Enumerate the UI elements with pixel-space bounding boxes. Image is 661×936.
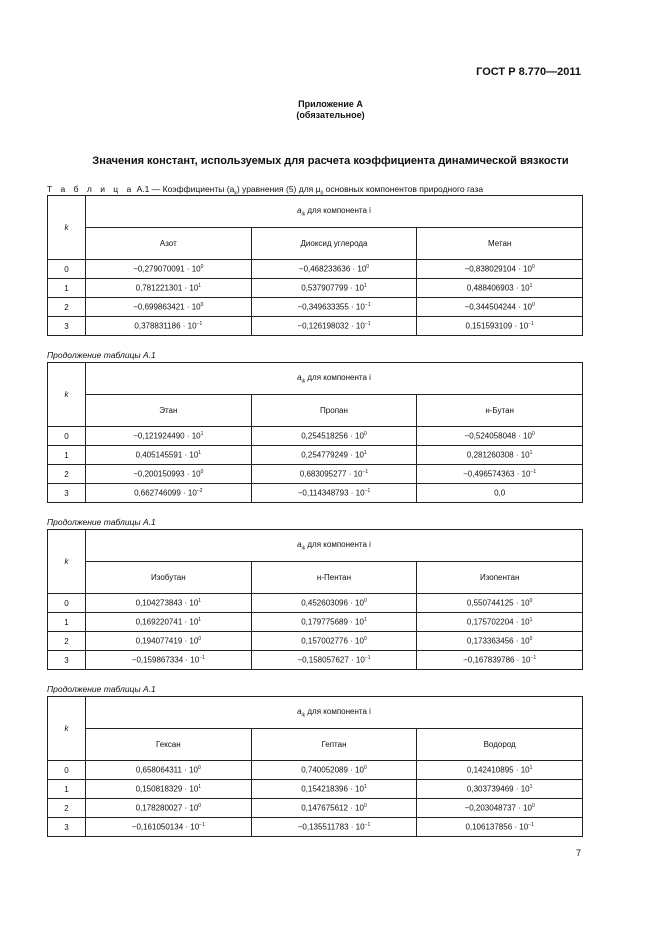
- coefficient-exponent: −1: [530, 469, 537, 476]
- coefficient-cell: [417, 427, 583, 446]
- coefficient-cell: [86, 818, 252, 837]
- table-caption-suffix: основных компонентов природного газа: [323, 184, 484, 194]
- coefficient-exponent: 1: [198, 283, 202, 290]
- coefficient-cell: [86, 427, 252, 446]
- coefficient-mantissa: 0,0: [494, 488, 506, 498]
- coefficient-cell: [417, 298, 583, 317]
- table-row: [48, 260, 583, 279]
- coefficient-exponent: −1: [364, 822, 371, 829]
- coefficient-mantissa: −0,167839786 · 10: [463, 655, 531, 665]
- coefficient-cell: [86, 298, 252, 317]
- coefficient-exponent: 1: [529, 617, 533, 624]
- coefficient-exponent: −1: [528, 321, 534, 328]
- k-value-cell: 2: [48, 632, 86, 651]
- coefficient-exponent: 0: [198, 765, 201, 772]
- k-value-cell: 0: [48, 260, 86, 279]
- coefficient-exponent: 0: [200, 264, 204, 271]
- component-name-header: Изобутан: [86, 562, 252, 594]
- coefficient-exponent: 1: [529, 283, 533, 290]
- coefficient-exponent: 1: [363, 784, 367, 791]
- coefficient-mantissa: −0,158057627 · 10: [297, 655, 365, 665]
- k-value-cell: 3: [48, 651, 86, 670]
- k-value-cell: 3: [48, 317, 86, 336]
- coefficient-exponent: 0: [198, 803, 202, 810]
- coefficient-exponent: −1: [528, 822, 534, 829]
- coefficient-mantissa: −0,159867334 · 10: [131, 655, 200, 665]
- coefficient-mantissa: −0,699863421 · 10: [133, 302, 201, 312]
- coefficient-mantissa: 0,254518256 · 10: [301, 431, 364, 441]
- coefficient-mantissa: 0,104273843 · 10: [135, 598, 199, 608]
- coefficient-cell: [251, 427, 417, 446]
- coefficient-table: [47, 529, 583, 670]
- coefficient-mantissa: 0,452603096 · 10: [301, 598, 364, 608]
- k-column-header: k: [48, 196, 86, 260]
- k-column-header: k: [48, 697, 86, 761]
- table-caption-prefix: Т а б л и ц а: [47, 184, 135, 194]
- coefficient-mantissa: 0,781221301 · 10: [135, 283, 199, 293]
- component-name-header: Изопентан: [417, 562, 583, 594]
- coefficient-mantissa: −0,126198032 · 10: [297, 321, 365, 331]
- table-row: [48, 594, 583, 613]
- coefficient-cell: [251, 484, 417, 503]
- table-row: [48, 298, 583, 317]
- coefficient-mantissa: 0,740052089 · 10: [301, 765, 364, 775]
- coefficient-cell: [86, 279, 252, 298]
- coefficient-exponent: 0: [363, 765, 367, 772]
- table-row: [48, 465, 583, 484]
- coefficient-exponent: 1: [363, 617, 367, 624]
- coefficient-cell: [417, 799, 583, 818]
- coefficient-exponent: 0: [529, 636, 533, 643]
- k-value-cell: 0: [48, 427, 86, 446]
- coefficient-exponent: 0: [363, 598, 367, 605]
- table-caption: Т а б л и ц а А.1 — Коэффициенты $(a_k)$ уравнения (5) для $\mu_0$ основных компонентов природного газа: [47, 184, 484, 197]
- component-name-header: Пропан: [251, 395, 417, 427]
- component-group-header: $a_{ik}$ для компонента i: [86, 697, 583, 729]
- appendix-heading: [0, 99, 661, 121]
- coefficient-cell: [417, 446, 583, 465]
- coefficient-cell: [251, 761, 417, 780]
- coefficient-mantissa: −0,279070091 · 10: [133, 264, 201, 274]
- coefficient-exponent: 0: [363, 803, 367, 810]
- component-name-header: Водород: [417, 729, 583, 761]
- coefficient-exponent: 1: [529, 450, 533, 457]
- coefficient-exponent: −1: [364, 321, 371, 328]
- coefficient-cell: [417, 279, 583, 298]
- coefficient-mantissa: 0,303739469 · 10: [466, 784, 530, 794]
- table-row: [48, 651, 583, 670]
- coefficient-cell: [86, 317, 252, 336]
- table-header-row: [48, 697, 583, 729]
- k-value-cell: 2: [48, 799, 86, 818]
- coefficient-exponent: −1: [364, 302, 371, 309]
- coefficient-cell: [86, 799, 252, 818]
- k-column-header: k: [48, 363, 86, 427]
- coefficient-mantissa: 0,151593109 · 10: [465, 321, 529, 331]
- coefficient-cell: [251, 613, 417, 632]
- coefficient-exponent: 0: [531, 264, 535, 271]
- component-group-label: для компонента i: [307, 539, 371, 549]
- coefficient-exponent: −1: [196, 321, 203, 328]
- coefficient-cell: [251, 317, 417, 336]
- coefficient-cell: [251, 279, 417, 298]
- coefficient-mantissa: −0,468233636 · 10: [298, 264, 367, 274]
- coefficient-exponent: −2: [196, 488, 203, 495]
- coefficient-exponent: 0: [363, 636, 367, 643]
- coefficient-table: [47, 696, 583, 837]
- coefficient-exponent: −1: [530, 655, 537, 662]
- appendix-subtitle: (обязательное): [296, 110, 365, 120]
- component-group-header: $a_{ik}$ для компонента i: [86, 530, 583, 562]
- coefficient-mantissa: −0,135511783 · 10: [297, 822, 365, 832]
- coefficient-mantissa: 0,179775689 · 10: [301, 617, 364, 627]
- coefficient-mantissa: −0,349633355 · 10: [297, 302, 365, 312]
- table-header-row: [48, 363, 583, 395]
- coefficient-exponent: 1: [363, 450, 367, 457]
- k-value-cell: 0: [48, 761, 86, 780]
- coefficient-exponent: 1: [529, 784, 533, 791]
- table-row: [48, 799, 583, 818]
- coefficient-exponent: 0: [531, 431, 535, 438]
- coefficient-mantissa: 0,405145591 · 10: [135, 450, 199, 460]
- k-value-cell: 1: [48, 446, 86, 465]
- component-group-label: для компонента i: [307, 706, 371, 716]
- table-row: [48, 484, 583, 503]
- coefficient-cell: [417, 594, 583, 613]
- coefficient-exponent: 0: [200, 302, 204, 309]
- k-value-cell: 2: [48, 465, 86, 484]
- component-name-header: н-Бутан: [417, 395, 583, 427]
- coefficient-cell: [86, 484, 252, 503]
- coefficient-cell: [86, 761, 252, 780]
- coefficient-mantissa: 0,550744125 · 10: [466, 598, 530, 608]
- coefficient-mantissa: 0,178280027 · 10: [135, 803, 199, 813]
- coefficient-cell: [417, 632, 583, 651]
- coefficient-cell: [251, 651, 417, 670]
- coefficient-exponent: 1: [198, 450, 202, 457]
- coefficient-cell: [251, 780, 417, 799]
- table-row: [48, 818, 583, 837]
- table-continuation-label: Продолжение таблицы А.1: [47, 350, 156, 360]
- k-column-header: k: [48, 530, 86, 594]
- section-title: Значения констант, используемых для расчета коэффициента динамической вязкости: [92, 155, 569, 167]
- coefficient-exponent: 0: [200, 469, 204, 476]
- coefficient-cell: [417, 780, 583, 799]
- component-name-header: Гексан: [86, 729, 252, 761]
- coefficient-cell: [251, 632, 417, 651]
- table-caption-middle: ) уравнения (5) для μ: [236, 184, 321, 194]
- coefficient-mantissa: −0,114348793 · 10: [297, 488, 365, 498]
- component-name-header: Метан: [417, 228, 583, 260]
- table-header-row: [48, 196, 583, 228]
- appendix-title: Приложение А: [298, 99, 363, 109]
- table-header-row: [48, 228, 583, 260]
- coefficient-exponent: −1: [364, 655, 371, 662]
- component-group-label: для компонента i: [307, 372, 371, 382]
- coefficient-cell: [417, 484, 583, 503]
- coefficient-exponent: 1: [200, 431, 204, 438]
- coefficient-mantissa: 0,683095277 · 10: [299, 469, 363, 479]
- k-value-cell: 2: [48, 298, 86, 317]
- coefficient-mantissa: 0,658064311 · 10: [135, 765, 198, 775]
- coefficient-cell: [86, 632, 252, 651]
- k-value-cell: 3: [48, 818, 86, 837]
- coefficient-mantissa: 0,175702204 · 10: [466, 617, 530, 627]
- table-row: [48, 279, 583, 298]
- coefficient-cell: [417, 613, 583, 632]
- coefficient-mantissa: 0,254779249 · 10: [301, 450, 364, 460]
- coefficient-mantissa: −0,496574363 · 10: [463, 469, 531, 479]
- coefficient-exponent: −1: [362, 469, 369, 476]
- coefficient-cell: [251, 260, 417, 279]
- coefficient-exponent: −1: [199, 822, 205, 829]
- coefficient-cell: [86, 260, 252, 279]
- k-value-cell: 1: [48, 780, 86, 799]
- table-header-row: [48, 395, 583, 427]
- component-group-header: $a_{ik}$ для компонента i: [86, 363, 583, 395]
- coefficient-mantissa: −0,161050134 · 10: [131, 822, 200, 832]
- table-row: [48, 632, 583, 651]
- k-value-cell: 1: [48, 613, 86, 632]
- coefficient-exponent: 0: [366, 264, 370, 271]
- coefficient-mantissa: 0,281260308 · 10: [466, 450, 530, 460]
- table-continuation-label: Продолжение таблицы А.1: [47, 684, 156, 694]
- coefficient-table: [47, 362, 583, 503]
- coefficient-cell: [417, 651, 583, 670]
- component-group-header: $a_{ik}$ для компонента i: [86, 196, 583, 228]
- coefficient-mantissa: 0,106137856 · 10: [465, 822, 529, 832]
- coefficient-mantissa: 0,157002776 · 10: [301, 636, 364, 646]
- coefficient-mantissa: 0,147675612 · 10: [301, 803, 364, 813]
- coefficient-cell: [417, 465, 583, 484]
- coefficient-mantissa: −0,344504244 · 10: [464, 302, 532, 312]
- coefficient-table: [47, 195, 583, 336]
- table-row: [48, 446, 583, 465]
- coefficient-mantissa: −0,200150993 · 10: [133, 469, 201, 479]
- coefficient-cell: [86, 780, 252, 799]
- coefficient-cell: [86, 465, 252, 484]
- coefficient-mantissa: 0,662746099 · 10: [134, 488, 197, 498]
- coefficient-exponent: 1: [198, 617, 202, 624]
- coefficient-exponent: 1: [363, 283, 367, 290]
- coefficient-exponent: 0: [531, 302, 535, 309]
- k-value-cell: 0: [48, 594, 86, 613]
- component-name-header: Диоксид углерода: [251, 228, 417, 260]
- document-standard-number: ГОСТ Р 8.770—2011: [476, 66, 581, 78]
- table-continuation-label: Продолжение таблицы А.1: [47, 517, 156, 527]
- coefficient-exponent: 1: [529, 765, 533, 772]
- component-name-header: н-Пентан: [251, 562, 417, 594]
- coefficient-mantissa: 0,169220741 · 10: [135, 617, 199, 627]
- coefficient-cell: [86, 651, 252, 670]
- coefficient-exponent: 0: [531, 803, 535, 810]
- coefficient-cell: [86, 594, 252, 613]
- coefficient-cell: [417, 317, 583, 336]
- table-header-row: [48, 530, 583, 562]
- component-name-header: Азот: [86, 228, 252, 260]
- coefficient-cell: [251, 446, 417, 465]
- page-number: 7: [575, 848, 581, 858]
- component-group-label: для компонента i: [307, 205, 371, 215]
- table-header-row: [48, 729, 583, 761]
- table-row: [48, 317, 583, 336]
- coefficient-mantissa: −0,838029104 · 10: [464, 264, 532, 274]
- coefficient-mantissa: 0,488406903 · 10: [466, 283, 530, 293]
- coefficient-cell: [86, 446, 252, 465]
- table-header-row: [48, 562, 583, 594]
- coefficient-exponent: 1: [198, 784, 202, 791]
- coefficient-cell: [417, 260, 583, 279]
- table-row: [48, 780, 583, 799]
- coefficient-mantissa: 0,142410895 · 10: [466, 765, 530, 775]
- table-row: [48, 613, 583, 632]
- coefficient-exponent: −1: [199, 655, 205, 662]
- coefficient-mantissa: 0,537907799 · 10: [301, 283, 364, 293]
- coefficient-mantissa: 0,173363456 · 10: [466, 636, 530, 646]
- coefficient-exponent: 0: [363, 431, 367, 438]
- coefficient-cell: [251, 799, 417, 818]
- coefficient-cell: [251, 594, 417, 613]
- coefficient-mantissa: 0,154218396 · 10: [301, 784, 364, 794]
- k-value-cell: 3: [48, 484, 86, 503]
- coefficient-exponent: 0: [198, 636, 202, 643]
- coefficient-cell: [251, 818, 417, 837]
- coefficient-cell: [417, 818, 583, 837]
- coefficient-cell: [251, 465, 417, 484]
- coefficient-exponent: −1: [364, 488, 371, 495]
- k-value-cell: 1: [48, 279, 86, 298]
- coefficient-exponent: 1: [198, 598, 202, 605]
- coefficient-mantissa: −0,203048737 · 10: [464, 803, 532, 813]
- coefficient-exponent: 0: [529, 598, 533, 605]
- coefficient-mantissa: −0,121924490 · 10: [133, 431, 201, 441]
- component-name-header: Гептан: [251, 729, 417, 761]
- table-caption-number: А.1 — Коэффициенты (a: [136, 184, 235, 194]
- coefficient-cell: [251, 298, 417, 317]
- coefficient-mantissa: −0,524058048 · 10: [464, 431, 532, 441]
- table-row: [48, 427, 583, 446]
- table-row: [48, 761, 583, 780]
- coefficient-mantissa: 0,150818329 · 10: [135, 784, 199, 794]
- component-name-header: Этан: [86, 395, 252, 427]
- coefficient-mantissa: 0,194077419 · 10: [135, 636, 199, 646]
- coefficient-mantissa: 0,378831186 · 10: [134, 321, 197, 331]
- coefficient-cell: [417, 761, 583, 780]
- coefficient-cell: [86, 613, 252, 632]
